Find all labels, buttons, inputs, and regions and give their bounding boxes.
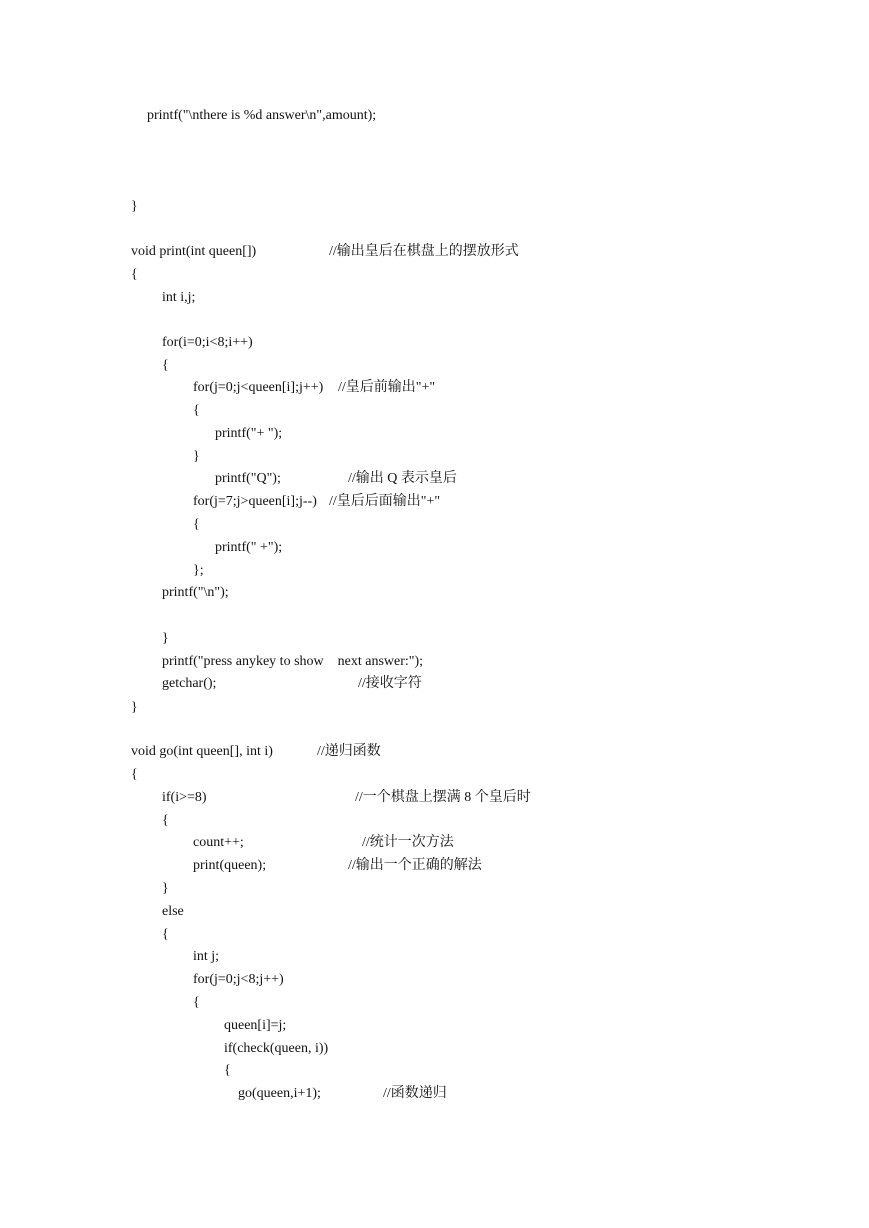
code-line [0, 514, 869, 536]
code-text: print(queen); [193, 858, 267, 873]
code-text: { [224, 1063, 231, 1078]
code-text: void print(int queen[]) [131, 244, 257, 259]
code-line [0, 377, 869, 399]
code-text: { [193, 995, 200, 1010]
code-text: if(check(queen, i)) [224, 1041, 329, 1056]
code-text: int j; [193, 949, 220, 964]
code-text: go(queen,i+1); [238, 1086, 321, 1101]
code-line [0, 628, 869, 650]
code-comment: //接收字符 [358, 676, 422, 691]
code-text: { [131, 267, 138, 282]
code-line [0, 924, 869, 946]
code-text: for(j=0;j<8;j++) [193, 972, 284, 987]
code-text: { [193, 403, 200, 418]
code-line [0, 673, 869, 695]
code-text: { [131, 767, 138, 782]
code-line [0, 423, 869, 445]
code-comment: //输出 Q 表示皇后 [348, 471, 457, 486]
code-text: void go(int queen[], int i) [131, 744, 273, 759]
code-comment: //函数递归 [383, 1086, 447, 1101]
code-line [0, 241, 869, 263]
code-line [0, 855, 869, 877]
code-line [0, 1083, 869, 1105]
code-line [0, 537, 869, 559]
code-line [0, 969, 869, 991]
code-line [0, 560, 869, 582]
code-text: printf("press anykey to show next answer:"); [162, 654, 424, 669]
code-text: { [193, 517, 200, 532]
code-text: else [162, 904, 184, 919]
code-line [0, 901, 869, 923]
code-comment: //皇后后面输出"+" [329, 494, 441, 509]
code-text: for(j=7;j>queen[i];j--) [193, 494, 317, 509]
code-text: for(j=0;j<queen[i];j++) [193, 380, 324, 395]
code-line [0, 468, 869, 490]
code-line [0, 992, 869, 1014]
code-line [0, 446, 869, 468]
code-text: printf(" +"); [215, 540, 283, 555]
code-text: { [162, 813, 169, 828]
code-text: printf("+ "); [215, 426, 283, 441]
code-text: { [162, 927, 169, 942]
code-text: printf("Q"); [215, 471, 281, 486]
code-text: }; [193, 563, 204, 578]
code-line [0, 1015, 869, 1037]
code-line [0, 1060, 869, 1082]
code-text: for(i=0;i<8;i++) [162, 335, 253, 350]
code-text: count++; [193, 835, 244, 850]
code-comment: //一个棋盘上摆满 8 个皇后时 [355, 790, 531, 805]
code-comment: //输出皇后在棋盘上的摆放形式 [329, 244, 519, 259]
code-comment: //递归函数 [317, 744, 381, 759]
code-line [0, 810, 869, 832]
code-text: printf("\n"); [162, 585, 229, 600]
code-text: getchar(); [162, 676, 217, 691]
code-line [0, 832, 869, 854]
code-comment: //输出一个正确的解法 [348, 858, 482, 873]
code-line [0, 946, 869, 968]
code-text: int i,j; [162, 290, 196, 305]
code-line [0, 105, 869, 127]
code-text: } [162, 631, 169, 646]
code-line [0, 491, 869, 513]
code-line [0, 1038, 869, 1060]
code-line [0, 400, 869, 422]
code-line [0, 741, 869, 763]
code-text: if(i>=8) [162, 790, 207, 805]
code-text: } [193, 449, 200, 464]
code-text: } [162, 881, 169, 896]
code-text: printf("\nthere is %d answer\n",amount); [147, 108, 377, 123]
code-comment: //统计一次方法 [362, 835, 454, 850]
code-text: } [131, 700, 138, 715]
code-line [0, 582, 869, 604]
code-line [0, 651, 869, 673]
code-line [0, 355, 869, 377]
code-line [0, 287, 869, 309]
code-line [0, 196, 869, 218]
code-line [0, 787, 869, 809]
code-line [0, 264, 869, 286]
code-text: queen[i]=j; [224, 1018, 287, 1033]
code-line [0, 697, 869, 719]
code-line [0, 878, 869, 900]
code-text: } [131, 199, 138, 214]
code-line [0, 332, 869, 354]
code-text: { [162, 358, 169, 373]
code-comment: //皇后前输出"+" [338, 380, 436, 395]
code-line [0, 764, 869, 786]
